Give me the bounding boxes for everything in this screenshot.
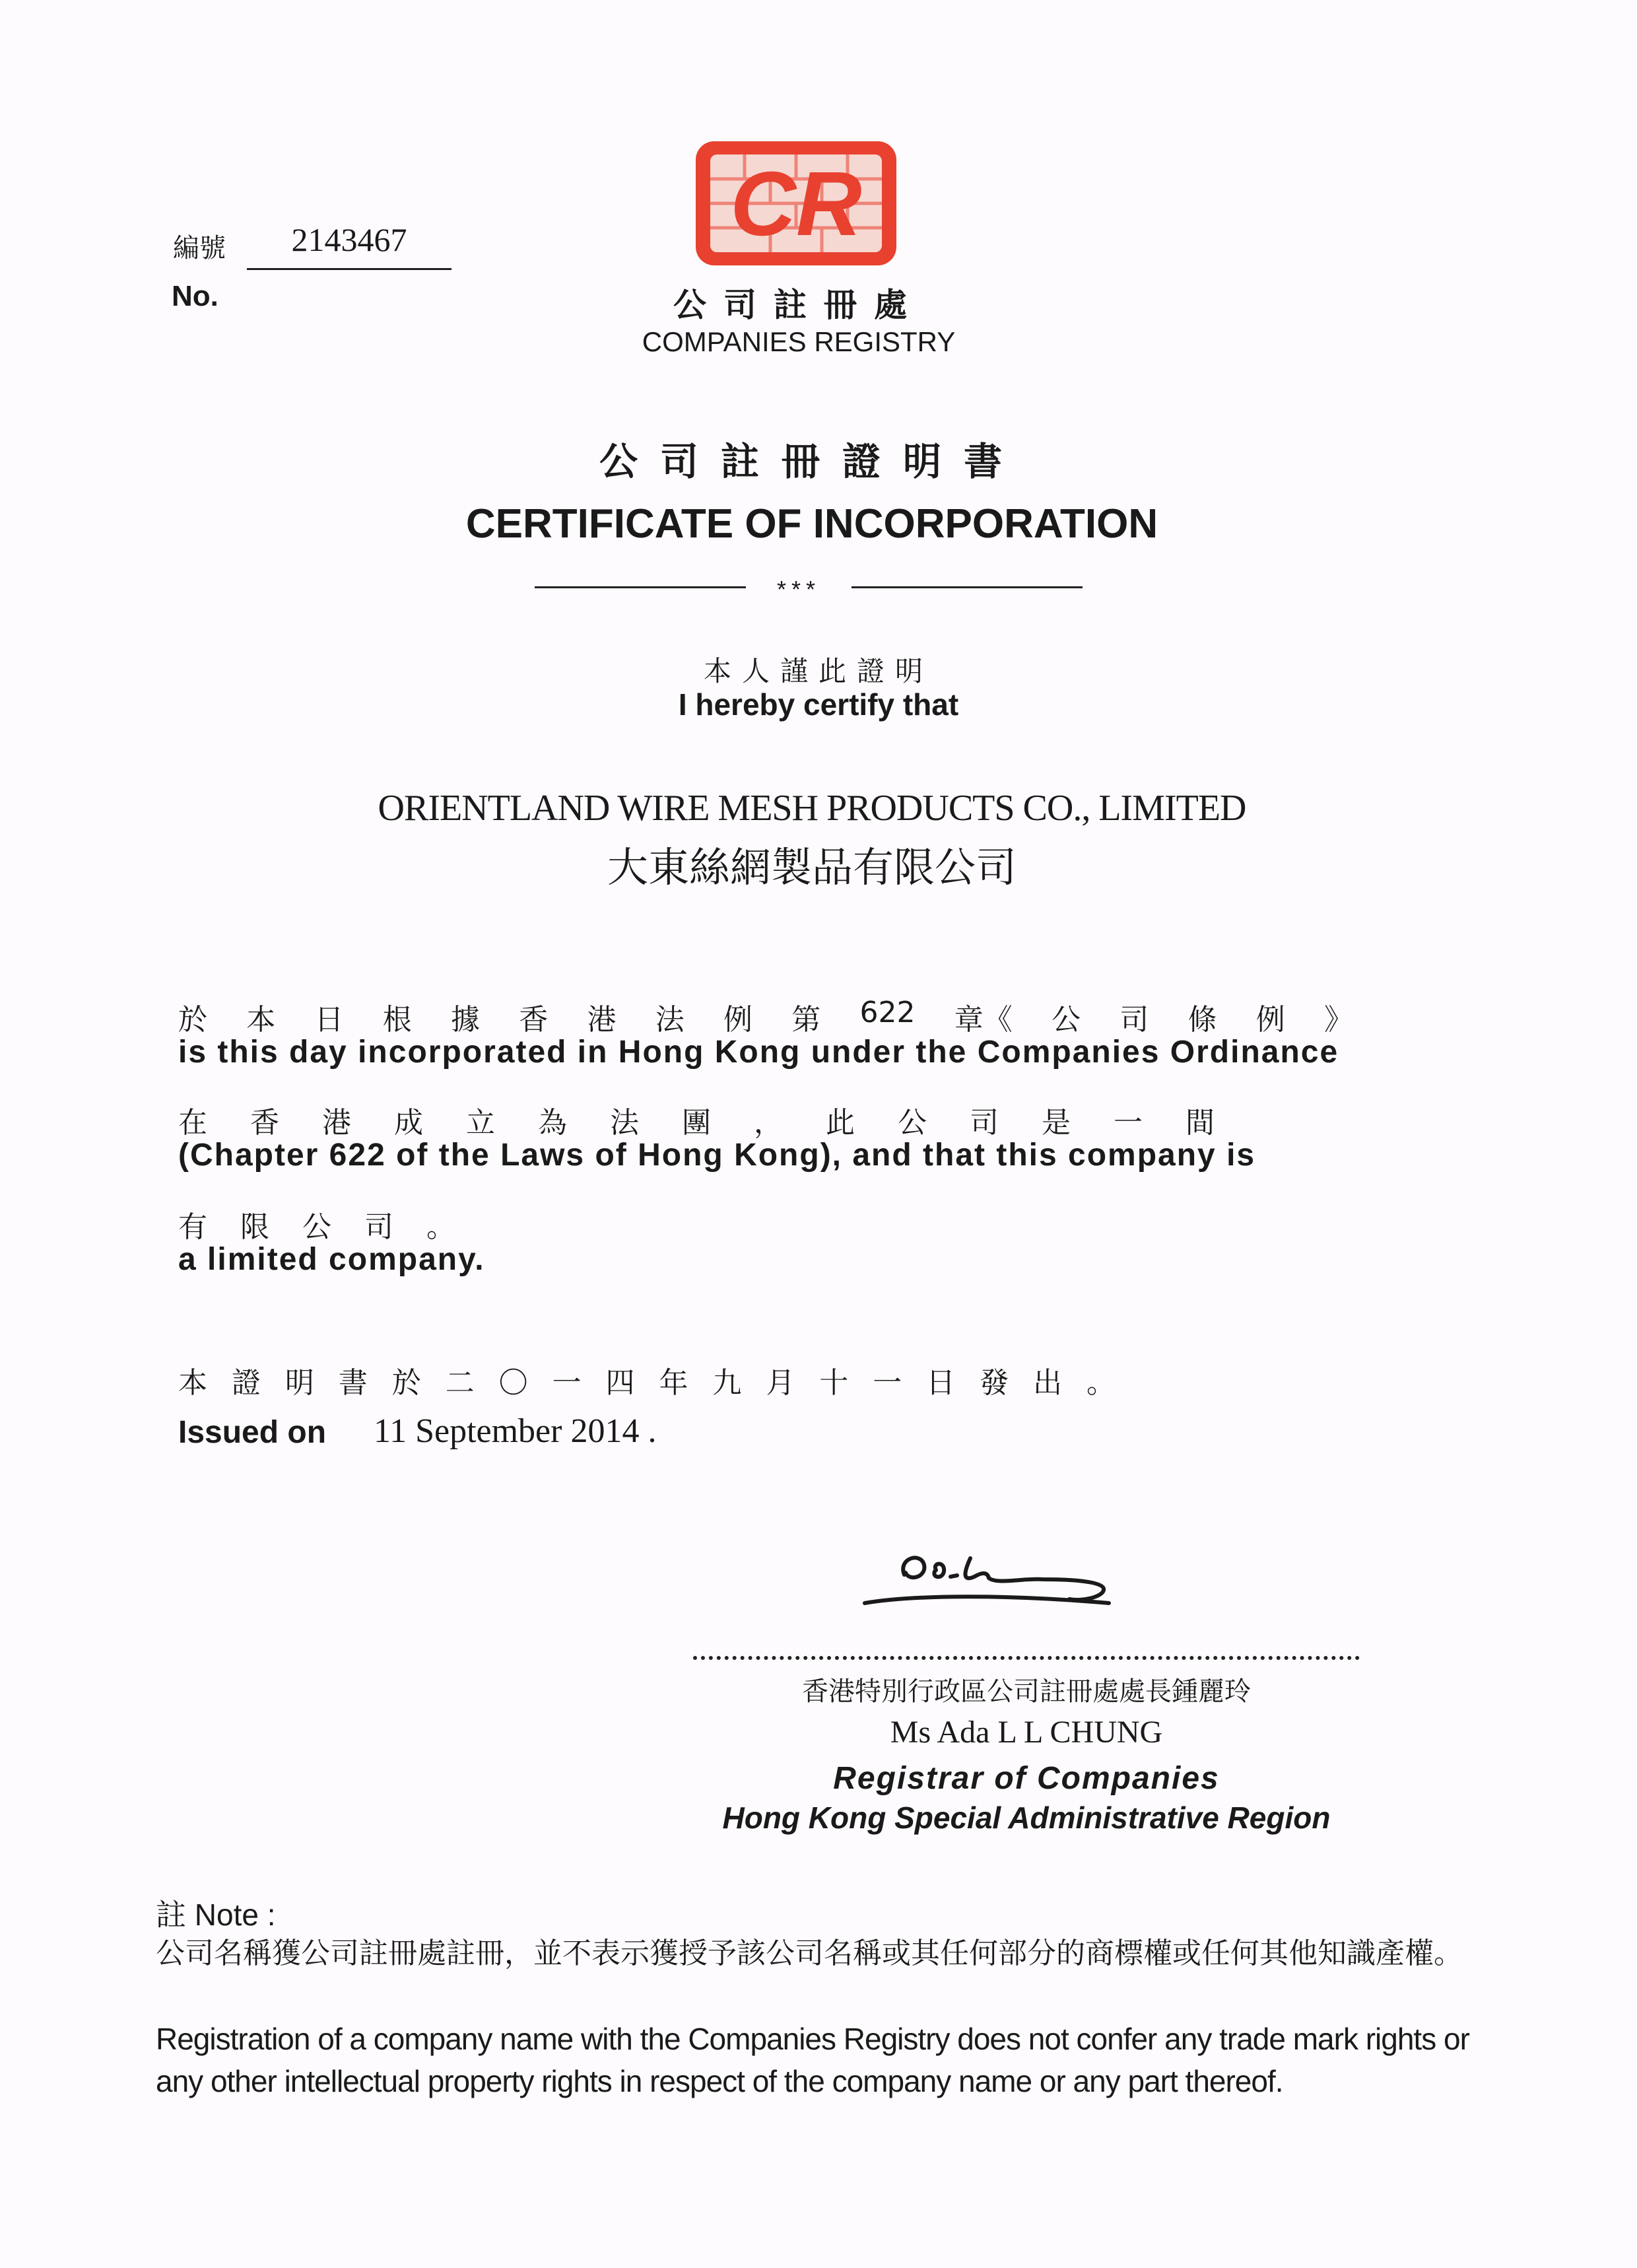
title-rule-right — [852, 586, 1083, 588]
registrar-region: Hong Kong Special Administrative Region — [722, 1801, 1331, 1835]
registry-name-en: COMPANIES REGISTRY — [642, 326, 956, 357]
char: 在 — [178, 1106, 207, 1140]
title-rule-left — [535, 586, 746, 588]
char: 第 — [791, 1003, 821, 1037]
char: 二 — [445, 1366, 475, 1400]
company-name-cn: 大東絲網製品有限公司 — [607, 843, 1017, 891]
note-text-en: Registration of a company name with the Companies Registry does not confer any trade mark rights or any other intellectual property rights in respect of the company name or any part thereof. — [156, 2022, 1469, 2098]
char: 一 — [1114, 1106, 1143, 1140]
char: 章《 — [954, 1003, 1013, 1037]
body-line2-en: (Chapter 622 of the Laws of Hong Kong), and that this company is — [178, 1138, 1256, 1173]
char: 此 — [826, 1106, 855, 1140]
certify-en: I hereby certify that — [678, 687, 959, 722]
char: 622 — [859, 996, 916, 1029]
char: 例 — [723, 1003, 752, 1037]
certify-cn: 本人謹此證明 — [703, 655, 933, 687]
char: 港 — [322, 1106, 351, 1140]
char: 有 — [178, 1210, 207, 1244]
signature-dotted-line — [693, 1656, 1360, 1660]
title-cn: 公司註冊證明書 — [599, 439, 1024, 484]
char: 公 — [1051, 1003, 1081, 1037]
char: 成 — [394, 1106, 423, 1140]
char: 是 — [1042, 1106, 1071, 1140]
body-line1-en: is this day incorporated in Hong Kong under the Companies Ordinance — [178, 1035, 1339, 1070]
char: 例 — [1255, 1003, 1285, 1037]
char: 四 — [605, 1366, 635, 1400]
registry-name-cn: 公司註冊處 — [673, 286, 924, 324]
companies-registry-logo — [693, 139, 899, 268]
char: 十 — [819, 1366, 849, 1400]
char: 於 — [178, 1003, 207, 1037]
char: 為 — [538, 1106, 567, 1140]
registrar-title-en: Registrar of Companies — [833, 1761, 1220, 1796]
char: 年 — [659, 1366, 688, 1400]
char: 證 — [231, 1366, 261, 1400]
char: 本 — [178, 1366, 207, 1400]
number-label-cn: 編號 — [173, 233, 226, 263]
char: 司 — [1119, 1003, 1149, 1037]
body-line2-cn — [178, 1099, 1215, 1141]
char: 立 — [466, 1106, 495, 1140]
issued-label: Issued on — [178, 1415, 327, 1450]
char: 月 — [766, 1366, 795, 1400]
char: 日 — [926, 1366, 956, 1400]
registrar-signature — [858, 1538, 1122, 1624]
char: 公 — [898, 1106, 927, 1140]
char: 發 — [980, 1366, 1009, 1400]
char: 。 — [1086, 1366, 1116, 1400]
char: 根 — [382, 1003, 412, 1037]
char: 司 — [970, 1106, 999, 1140]
char: 。 — [426, 1210, 455, 1244]
char: 公 — [302, 1210, 331, 1244]
company-name-en: ORIENTLAND WIRE MESH PRODUCTS CO., LIMITED — [378, 788, 1246, 829]
char: 法 — [610, 1106, 639, 1140]
note-label: 註 Note : — [156, 1898, 276, 1932]
char: 明 — [284, 1366, 314, 1400]
note-text-cn: 公司名稱獲公司註冊處註冊，並不表示獲授予該公司名稱或其任何部分的商標權或任何其他知識產權。 — [156, 1937, 1463, 1970]
body-line3-cn — [178, 1203, 455, 1245]
char: 本 — [246, 1003, 276, 1037]
char: 》 — [1323, 1003, 1353, 1037]
char: 九 — [712, 1366, 742, 1400]
char: 日 — [314, 1003, 344, 1037]
registrar-name: Ms Ada L L CHUNG — [890, 1715, 1163, 1750]
registrar-title-cn: 香港特別行政區公司註冊處處長鍾麗玲 — [802, 1676, 1251, 1707]
char: ， — [754, 1106, 783, 1140]
char: 香 — [519, 1003, 549, 1037]
title-en: CERTIFICATE OF INCORPORATION — [465, 501, 1158, 547]
char: 〇 — [498, 1366, 528, 1400]
title-stars: *** — [776, 576, 821, 603]
number-underline — [247, 268, 451, 270]
char: 條 — [1187, 1003, 1217, 1037]
number-label-en: No. — [172, 280, 218, 312]
body-line1-cn — [178, 996, 1353, 1038]
char: 團 — [682, 1106, 711, 1140]
char: 限 — [240, 1210, 269, 1244]
char: 一 — [873, 1366, 902, 1400]
certificate-number: 2143467 — [291, 221, 407, 258]
char: 間 — [1186, 1106, 1215, 1140]
char: 一 — [552, 1366, 582, 1400]
char: 香 — [250, 1106, 279, 1140]
char: 法 — [655, 1003, 685, 1037]
char: 於 — [391, 1366, 421, 1400]
char: 司 — [364, 1210, 393, 1244]
char: 據 — [451, 1003, 480, 1037]
char: 書 — [338, 1366, 368, 1400]
body-line3-en: a limited company. — [178, 1242, 485, 1277]
char: 港 — [587, 1003, 617, 1037]
issued-date: 11 September 2014 . — [374, 1412, 657, 1450]
logo-text: CR — [730, 153, 862, 255]
issued-line-cn — [178, 1359, 1116, 1401]
char: 出 — [1033, 1366, 1062, 1400]
